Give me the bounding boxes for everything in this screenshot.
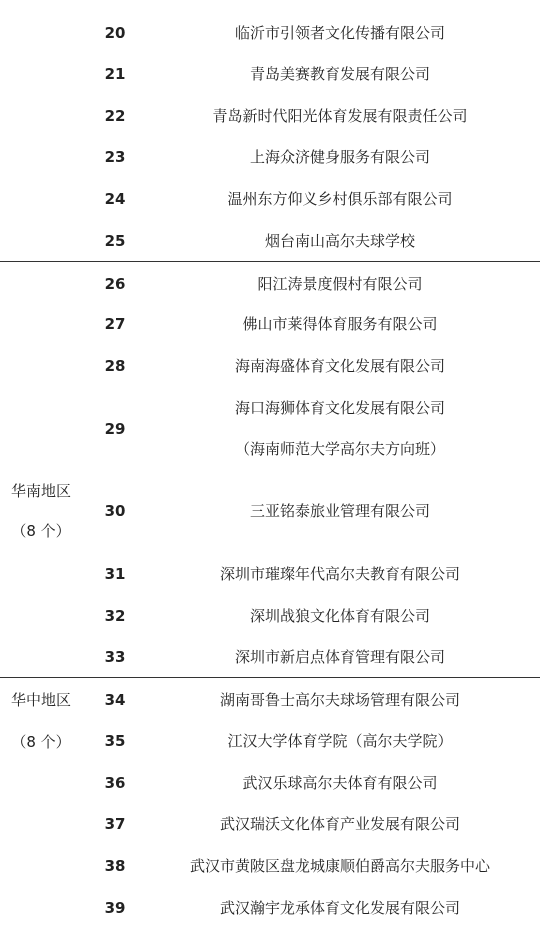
company-name: 海口海狮体育文化发展有限公司 <box>234 399 445 417</box>
company-name: 上海众济健身服务有限公司 <box>249 148 430 166</box>
table-row <box>0 137 544 177</box>
section-divider <box>0 261 540 262</box>
company-name: 三亚铭泰旅业管理有限公司 <box>249 502 430 520</box>
table-row <box>0 54 544 94</box>
region-name: 华中地区 <box>10 691 71 709</box>
row-number: 27 <box>104 315 126 333</box>
row-number: 32 <box>104 607 126 625</box>
company-name: 佛山市莱得体育服务有限公司 <box>242 315 438 333</box>
row-number: 38 <box>104 857 126 875</box>
table-row <box>0 264 544 304</box>
company-name: 温州东方仰义乡村俱乐部有限公司 <box>227 190 453 208</box>
row-number: 23 <box>104 148 126 166</box>
table-row <box>0 554 544 594</box>
company-name: 深圳市新启点体育管理有限公司 <box>234 648 445 666</box>
row-number: 20 <box>104 24 126 42</box>
row-number: 37 <box>104 815 126 833</box>
row-number: 35 <box>104 732 126 750</box>
row-number: 25 <box>104 232 126 250</box>
table-row <box>0 721 544 761</box>
table-row <box>0 763 544 803</box>
company-name: 青岛美赛教育发展有限公司 <box>249 65 430 83</box>
company-name: 深圳战狼文化体育有限公司 <box>249 607 430 625</box>
region-count: （8 个） <box>11 522 71 540</box>
company-name: 武汉市黄陂区盘龙城康顺伯爵高尔夫服务中心 <box>189 857 490 875</box>
row-number: 21 <box>104 65 126 83</box>
company-name: 海南海盛体育文化发展有限公司 <box>234 357 445 375</box>
company-name: 湖南哥鲁士高尔夫球场管理有限公司 <box>219 691 460 709</box>
region-count: （8 个） <box>11 733 71 751</box>
company-name: 江汉大学体育学院（高尔夫学院） <box>227 732 453 750</box>
company-name: 烟台南山高尔夫球学校 <box>264 232 415 250</box>
table-row <box>0 346 544 386</box>
table-row <box>0 491 544 531</box>
table-row <box>0 388 544 470</box>
company-name: 阳江涛景度假村有限公司 <box>257 275 423 293</box>
row-number: 28 <box>104 357 126 375</box>
row-number: 22 <box>104 107 126 125</box>
table-row <box>0 96 544 136</box>
table-row <box>0 888 544 928</box>
section-divider <box>0 677 540 678</box>
table-row <box>0 304 544 344</box>
company-name: 武汉瑞沃文化体育产业发展有限公司 <box>219 815 460 833</box>
row-number: 34 <box>104 691 126 709</box>
row-number: 29 <box>104 420 126 438</box>
row-number: 36 <box>104 774 126 792</box>
row-number: 24 <box>104 190 126 208</box>
company-name-note: （海南师范大学高尔夫方向班） <box>234 440 445 458</box>
table-row <box>0 680 544 720</box>
row-number: 39 <box>104 899 126 917</box>
company-name: 青岛新时代阳光体育发展有限责任公司 <box>212 107 468 125</box>
company-name: 武汉乐球高尔夫体育有限公司 <box>242 774 438 792</box>
table-row <box>0 596 544 636</box>
region-name: 华南地区 <box>10 482 71 500</box>
table-row <box>0 13 544 53</box>
row-number: 33 <box>104 648 126 666</box>
table-row <box>0 846 544 886</box>
row-number: 31 <box>104 565 126 583</box>
row-number: 30 <box>104 502 126 520</box>
company-name: 临沂市引领者文化传播有限公司 <box>234 24 445 42</box>
table-row <box>0 804 544 844</box>
table-row <box>0 637 544 677</box>
company-name: 武汉瀚宇龙承体育文化发展有限公司 <box>219 899 460 917</box>
company-name: 深圳市璀璨年代高尔夫教育有限公司 <box>219 565 460 583</box>
table-row <box>0 179 544 219</box>
row-number: 26 <box>104 275 126 293</box>
table-row <box>0 221 544 261</box>
